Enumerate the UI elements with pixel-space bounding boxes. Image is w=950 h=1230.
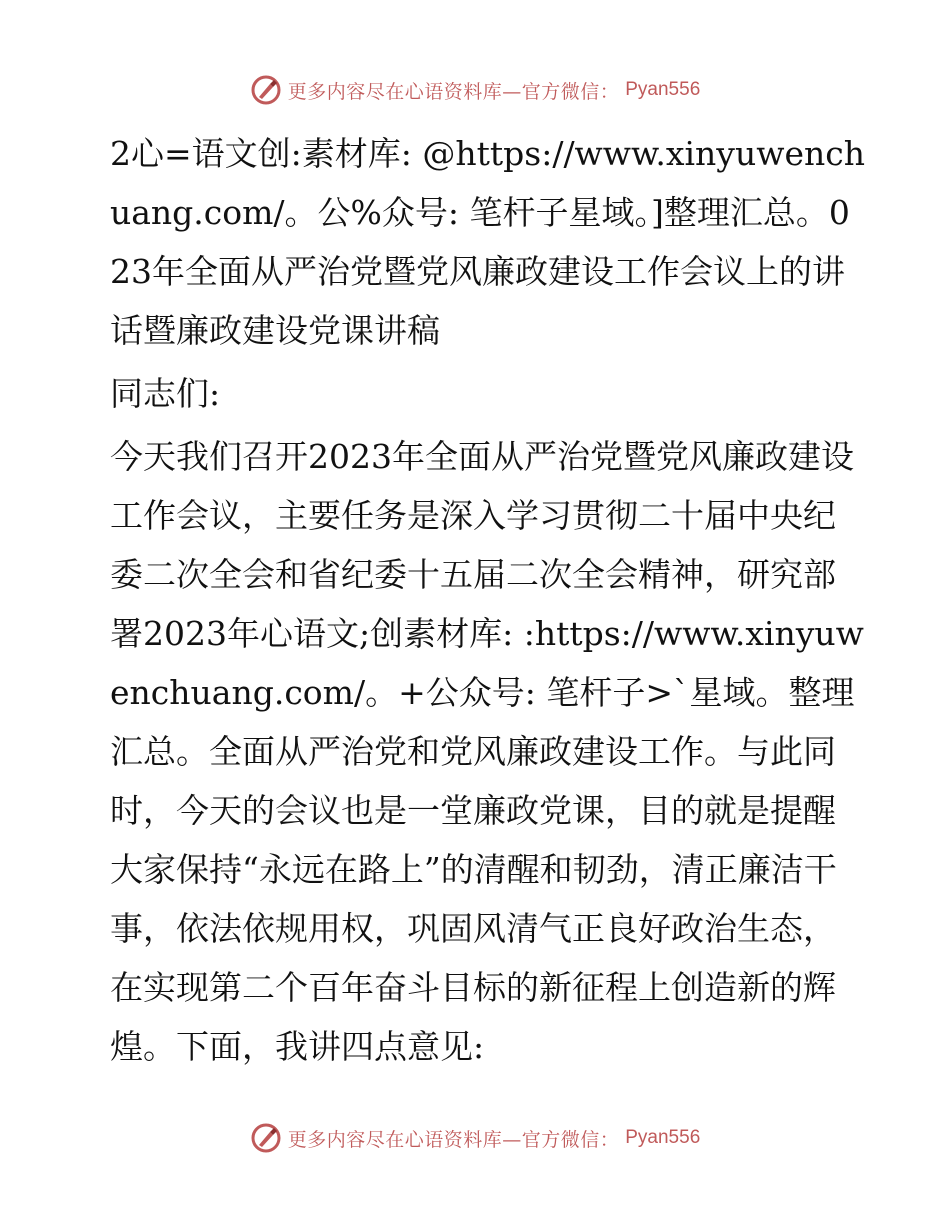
footer-watermark-id: Pyan556: [625, 1127, 701, 1148]
salutation: 同志们:: [110, 374, 221, 413]
document-body: [96, 124, 866, 1076]
body-paragraph: 今天我们召开2023年全面从严治党暨党风廉政建设工作会议，主要任务是深入学习贯彻二十届中央纪委二次全会和省纪委十五届二次全会精神，研究部署2023年心语文;创素材库: :https://www.xinyuwenchuang.com/。+公众号: 笔杆子>`星域。整理汇总。全面从严治党和党风廉政建设工作。与此同时，今天的会议也是一堂廉政党课，目的就是提醒大家保持“永远在路上”的清醒和韧劲，清正廉洁干事，依法依规用权，巩固风清气正良好政治生态，在实现第二个百年奋斗目标的新征程上创造新的辉煌。下面，我讲四点意见:: [110, 437, 864, 1066]
footer-watermark-text: 更多内容尽在心语资料库—官方微信：: [287, 1128, 620, 1151]
pen-circle-logo-icon: [250, 74, 282, 106]
title-paragraph: 2心=语文创:素材库: @https://www.xinyuwenchuang.com/。公%众号: 笔杆子星域。]整理汇总。023年全面从严治党暨党风廉政建设工作会议上的讲话暨廉政建设党课讲稿: [110, 134, 865, 350]
header-watermark-id: Pyan556: [625, 79, 701, 100]
pen-circle-logo-icon: [250, 1122, 282, 1154]
footer-watermark-inner: [250, 1122, 701, 1154]
header-watermark-inner: [250, 74, 701, 106]
header-watermark-text: 更多内容尽在心语资料库—官方微信：: [287, 80, 620, 103]
footer-watermark: [0, 1118, 950, 1158]
header-watermark: [0, 70, 950, 110]
